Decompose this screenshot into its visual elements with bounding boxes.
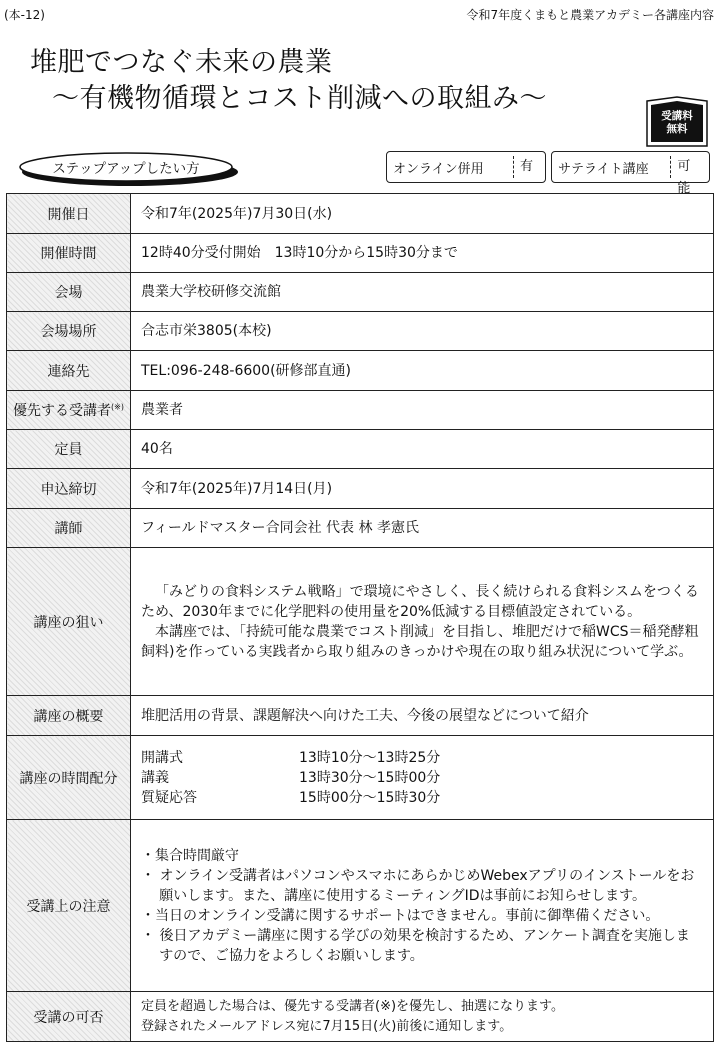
priority-label-text: 優先する受講者	[13, 403, 112, 419]
row-schedule	[7, 736, 714, 820]
aim-paragraph: 「みどりの食料システム戦略」で環境にやさしく、長く続けられる食料シスムをつくるため、2030年までに化学肥料の使用量を20%低減する目標値設定されている。	[141, 583, 699, 620]
course-subtitle: 〜有機物循環とコスト削減への取組み〜	[52, 83, 547, 114]
schedule-item-name: 講義	[141, 769, 169, 786]
row-value: 堆肥活用の背景、課題解決へ向けた工夫、今後の展望などについて紹介	[131, 696, 714, 736]
eligibility-line: 定員を超過した場合は、優先する受講者(※)を優先し、抽選になります。	[141, 998, 564, 1014]
row-label: 講座の時間配分	[7, 736, 131, 820]
row-label	[7, 391, 131, 430]
row-venue	[7, 273, 714, 312]
badge-text-line2: 無料	[666, 123, 688, 135]
row-value	[131, 548, 714, 696]
schedule-item-name: 質疑応答	[141, 789, 197, 806]
row-label: 会場	[7, 273, 131, 312]
row-value: 40名	[131, 430, 714, 469]
row-label: 連絡先	[7, 351, 131, 391]
online-option-box	[386, 151, 546, 183]
row-value: 令和7年(2025年)7月30日(水)	[131, 194, 714, 234]
row-eligibility	[7, 992, 714, 1042]
schedule-item-name: 開講式	[141, 749, 183, 766]
row-deadline	[7, 469, 714, 509]
page-number: (本-12)	[4, 8, 45, 22]
row-contact	[7, 351, 714, 391]
note-item: ・当日のオンライン受講に関するサポートはできません。事前に御準備ください。	[141, 907, 660, 924]
row-label: 定員	[7, 430, 131, 469]
row-venue-address	[7, 312, 714, 351]
row-aim	[7, 548, 714, 696]
row-value: 合志市栄3805(本校)	[131, 312, 714, 351]
note-item: ・ 後日アカデミー講座に関する学びの効果を検討するため、アンケート調査を実施しますので、ご協力をよろしくお願いします。	[141, 927, 690, 964]
online-option-value: 有	[513, 156, 539, 178]
schedule-item-time: 13時10分〜13時25分	[299, 749, 441, 766]
row-notes	[7, 820, 714, 992]
row-capacity	[7, 430, 714, 469]
priority-label-note: (※)	[111, 402, 124, 412]
row-label: 申込締切	[7, 469, 131, 509]
row-label: 開催日	[7, 194, 131, 234]
course-info-table	[6, 193, 714, 1042]
row-value: TEL:096-248-6600(研修部直通)	[131, 351, 714, 391]
row-value: 農業大学校研修交流館	[131, 273, 714, 312]
row-value: フィールドマスター合同会社 代表 林 孝憲氏	[131, 509, 714, 548]
schedule-item-time: 13時30分〜15時00分	[299, 769, 441, 786]
row-time	[7, 234, 714, 273]
online-option-label: オンライン併用	[393, 161, 484, 177]
row-label: 講座の概要	[7, 696, 131, 736]
row-priority	[7, 391, 714, 430]
row-value: 12時40分受付開始 13時10分から15時30分まで	[131, 234, 714, 273]
header-series-title: 令和7年度くまもと農業アカデミー各講座内容	[466, 8, 714, 22]
row-lecturer	[7, 509, 714, 548]
target-audience-text: ステップアップしたい方	[52, 161, 200, 177]
satellite-option-box	[551, 151, 710, 196]
row-value	[131, 992, 714, 1042]
row-label: 開催時間	[7, 234, 131, 273]
row-value	[131, 820, 714, 992]
row-label: 講座の狙い	[7, 548, 131, 696]
row-label: 受講上の注意	[7, 820, 131, 992]
schedule-item	[141, 768, 703, 788]
row-value: 令和7年(2025年)7月14日(月)	[131, 469, 714, 509]
row-label: 講師	[7, 509, 131, 548]
note-item: ・集合時間厳守	[141, 847, 239, 864]
row-date	[7, 194, 714, 234]
row-label: 受講の可否	[7, 992, 131, 1042]
satellite-option-label: サテライト講座	[558, 161, 649, 177]
row-value: 農業者	[131, 391, 714, 430]
course-title: 堆肥でつなぐ未来の農業	[30, 47, 333, 78]
row-overview	[7, 696, 714, 736]
satellite-option-value: 可能	[670, 156, 709, 178]
target-audience-pill	[18, 150, 242, 188]
row-value	[131, 736, 714, 820]
row-label: 会場場所	[7, 312, 131, 351]
badge-text-line1: 受講料	[661, 110, 693, 122]
note-item: ・ オンライン受講者はパソコンやスマホにあらかじめWebexアプリのインストールをお願いします。また、講座に使用するミーティングIDは事前にお知らせします。	[141, 867, 695, 904]
schedule-item	[141, 788, 703, 808]
schedule-item-time: 15時00分〜15時30分	[299, 789, 441, 806]
eligibility-line: 登録されたメールアドレス宛に7月15日(火)前後に通知します。	[141, 1018, 513, 1034]
aim-paragraph: 本講座では、「持続可能な農業でコスト削減」を目指し、堆肥だけで稲WCS＝稲発酵粗飼料)を作っている実践者から取り組みのきっかけや現在の取り組み状況について学ぶ。	[141, 623, 699, 660]
schedule-item	[141, 748, 703, 768]
free-tuition-badge	[644, 96, 710, 150]
